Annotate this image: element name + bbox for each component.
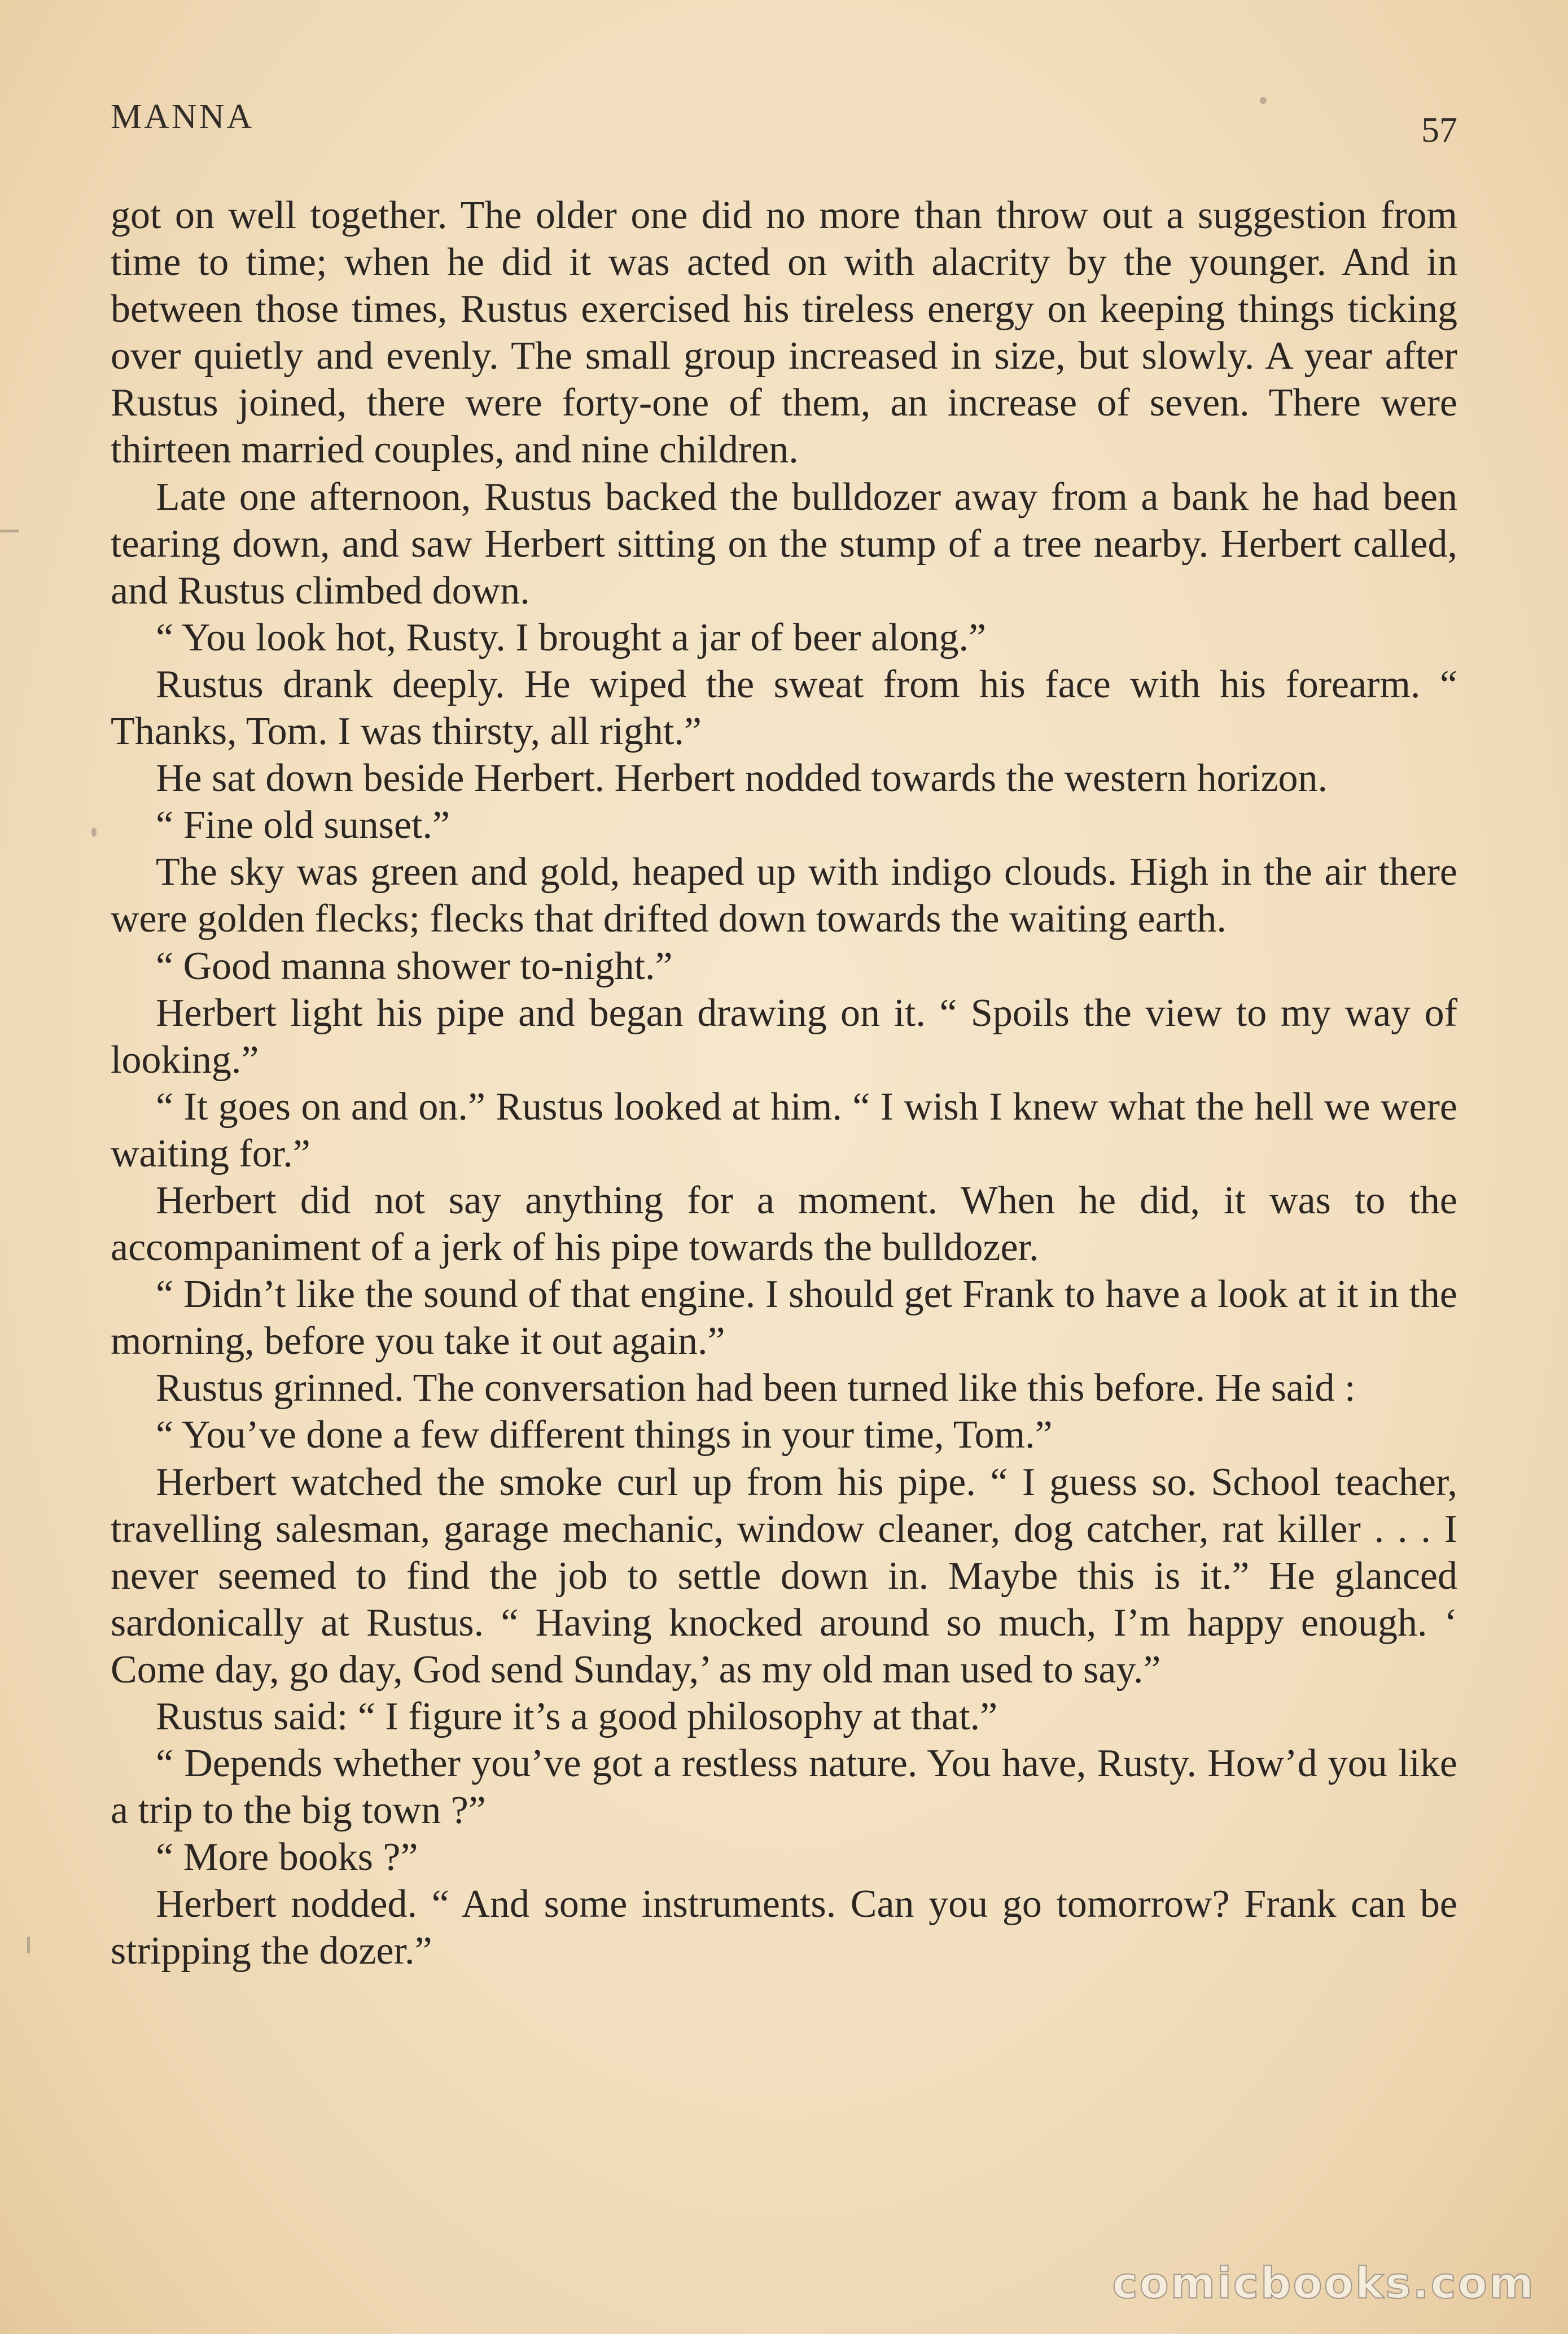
paragraph: got on well together. The older one did no more than throw out a suggestion from time to time; when he did it was acted on with alacrity by the younger. And in between those times, Rustus exercised his tireless energy on keeping things ticking over quietly and evenly. The small group increased in size, but slowly. A year after Rustus joined, there were forty-one of them, an increase of seven. There were thirteen married couples, and nine children. xyxy=(111,194,1457,472)
paragraph: Late one afternoon, Rustus backed the bulldozer away from a bank he had been tearing down, and saw Herbert sitting on the stump of a tree nearby. Herbert called, and Rustus climbed down. xyxy=(111,475,1457,613)
paragraph: “ Didn’t like the sound of that engine. I should get Frank to have a look at it in the morning, before you take it out again.” xyxy=(111,1273,1457,1363)
paper-speck xyxy=(91,828,97,837)
paper-mark xyxy=(27,1937,30,1953)
paragraph: “ Depends whether you’ve got a restless nature. You have, Rusty. How’d you like a trip to the big town ?” xyxy=(111,1742,1457,1833)
paragraph: “ More books ?” xyxy=(156,1835,418,1880)
paper-speck xyxy=(1260,97,1267,104)
paragraph: “ Good manna shower to-night.” xyxy=(156,944,673,988)
page-header xyxy=(111,99,1457,161)
paragraph: Herbert did not say anything for a moment. When he did, it was to the accompaniment of a jerk of his pipe towards the bulldozer. xyxy=(111,1178,1457,1270)
paragraph: Herbert nodded. “ And some instruments. Can you go tomorrow? Frank can be stripping the dozer.” xyxy=(111,1882,1457,1973)
paragraph: “ Fine old sunset.” xyxy=(156,803,450,847)
paragraph: “ It goes on and on.” Rustus looked at him. “ I wish I knew what the hell we were waiting for.” xyxy=(111,1085,1457,1175)
paragraph: He sat down beside Herbert. Herbert nodded towards the western horizon. xyxy=(156,757,1328,801)
paragraph: Herbert watched the smoke curl up from his pipe. “ I guess so. School teacher, travelling salesman, garage mechanic, window cleaner, dog catcher, rat killer . . . I never seemed to find the job to settle down in. Maybe this is it.” He glanced sardonically at Rustus. “ Having knocked around so much, I’m happy enough. ‘ Come day, go day, God send Sunday,’ as my old man used to say.” xyxy=(111,1460,1457,1692)
paragraph: “ You look hot, Rusty. I brought a jar of beer along.” xyxy=(156,615,987,659)
paragraph: Rustus drank deeply. He wiped the sweat from his face with his forearm. “ Thanks, Tom. I was thirsty, all right.” xyxy=(111,662,1457,754)
paragraph: Rustus said: “ I figure it’s a good philosophy at that.” xyxy=(156,1695,998,1738)
paragraph: “ You’ve done a few different things in your time, Tom.” xyxy=(156,1413,1053,1457)
page-number: 57 xyxy=(1421,110,1457,150)
body-text xyxy=(111,192,1457,1975)
paper-mark xyxy=(0,530,19,532)
paragraph: Herbert light his pipe and began drawing on it. “ Spoils the view to my way of looking.” xyxy=(111,991,1457,1082)
paragraph: The sky was green and gold, heaped up with indigo clouds. High in the air there were golden flecks; flecks that drifted down towards the waiting earth. xyxy=(111,850,1457,941)
watermark: comicbooks.com xyxy=(1112,2258,1535,2308)
running-title: MANNA xyxy=(111,98,255,136)
paragraph: Rustus grinned. The conversation had been turned like this before. He said : xyxy=(156,1366,1356,1410)
